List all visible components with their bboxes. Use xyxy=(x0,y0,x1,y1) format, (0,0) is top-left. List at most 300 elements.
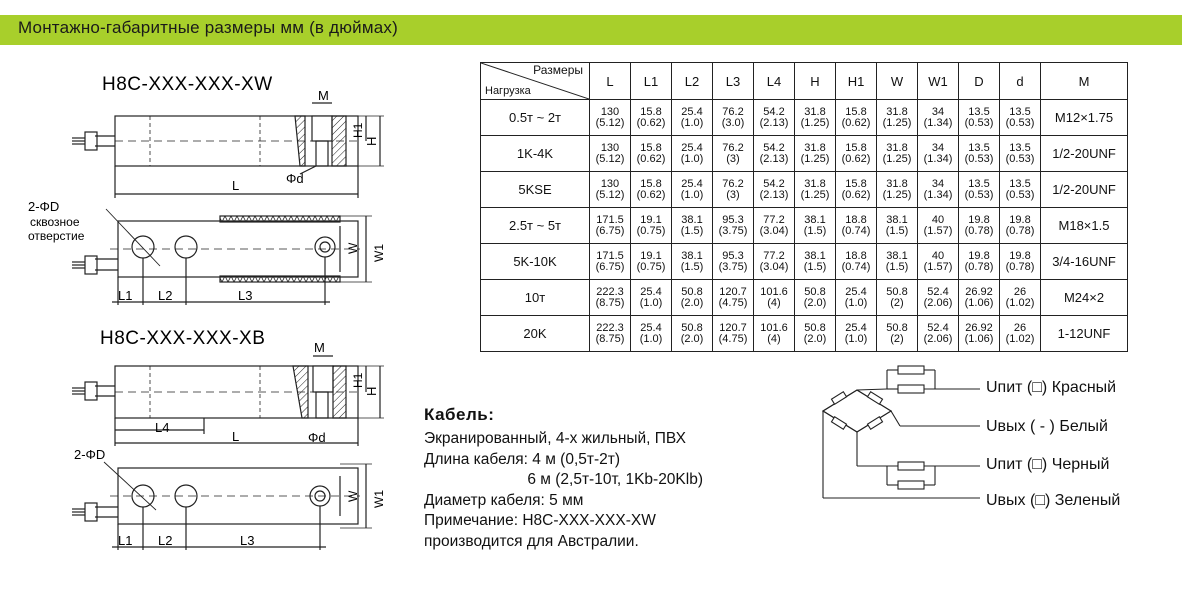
value-mm: 52.4 xyxy=(927,321,949,334)
col-header-h1: H1 xyxy=(836,63,877,100)
col-header-w: W xyxy=(877,63,918,100)
cable-line: производится для Австралии. xyxy=(424,532,639,550)
col-header-w1: W1 xyxy=(918,63,959,100)
value-mm: 95.3 xyxy=(722,213,744,226)
value-mm: 54.2 xyxy=(763,105,785,118)
dimension-cell xyxy=(631,244,672,280)
dimension-cell xyxy=(1000,136,1041,172)
dimension-cell xyxy=(1000,280,1041,316)
xw-l1-label: L1 xyxy=(118,288,133,303)
value-inch: (6.75) xyxy=(595,224,625,237)
value-inch: (0.53) xyxy=(1005,116,1035,129)
cable-heading: Кабель: xyxy=(424,405,495,424)
dimension-cell xyxy=(918,208,959,244)
dimension-cell xyxy=(1000,244,1041,280)
value-inch: (0.78) xyxy=(1005,260,1035,273)
value-inch: (3.75) xyxy=(718,224,748,237)
table-row xyxy=(481,136,1128,172)
value-mm: 50.8 xyxy=(681,285,703,298)
dimensions-table xyxy=(480,62,1128,352)
thread-cell: 3/4-16UNF xyxy=(1041,244,1128,280)
value-inch: (1.06) xyxy=(964,332,994,345)
value-inch: (2.13) xyxy=(759,188,789,201)
value-inch: (1.34) xyxy=(923,152,953,165)
value-mm: 34 xyxy=(931,177,945,190)
value-inch: (1.57) xyxy=(923,224,953,237)
value-inch: (1.5) xyxy=(885,224,909,237)
xb-h-label: H xyxy=(364,386,379,396)
dimension-cell xyxy=(590,316,631,352)
value-mm: 120.7 xyxy=(719,285,747,298)
value-inch: (0.62) xyxy=(636,116,666,129)
value-mm: 54.2 xyxy=(763,177,785,190)
xw-through-1: сквозное xyxy=(30,215,80,229)
value-mm: 50.8 xyxy=(886,285,908,298)
value-inch: (2) xyxy=(890,332,904,345)
value-inch: (1.0) xyxy=(680,116,704,129)
dimension-cell xyxy=(836,172,877,208)
col-header-l1: L1 xyxy=(631,63,672,100)
load-cell: 10т xyxy=(481,280,590,316)
cable-info xyxy=(424,405,703,552)
dimension-cell xyxy=(672,316,713,352)
load-cell: 20K xyxy=(481,316,590,352)
value-mm: 15.8 xyxy=(640,177,662,190)
value-mm: 76.2 xyxy=(722,105,744,118)
dimension-cell xyxy=(795,208,836,244)
table-row xyxy=(481,172,1128,208)
value-mm: 171.5 xyxy=(596,249,624,262)
value-inch: (0.62) xyxy=(636,188,666,201)
xw-w-label: W xyxy=(346,242,360,254)
value-inch: (2.13) xyxy=(759,152,789,165)
value-inch: (8.75) xyxy=(595,332,625,345)
value-inch: (3) xyxy=(726,188,740,201)
value-inch: (1.5) xyxy=(680,260,704,273)
value-inch: (5.12) xyxy=(595,152,625,165)
value-inch: (1.34) xyxy=(923,188,953,201)
value-mm: 26.92 xyxy=(965,321,993,334)
dimension-cell xyxy=(672,136,713,172)
value-mm: 40 xyxy=(931,213,945,226)
value-inch: (1.0) xyxy=(844,332,868,345)
value-inch: (1.34) xyxy=(923,116,953,129)
dimension-cell xyxy=(713,208,754,244)
dimension-cell xyxy=(631,172,672,208)
value-inch: (2.0) xyxy=(680,296,704,309)
value-inch: (1.5) xyxy=(680,224,704,237)
value-mm: 31.8 xyxy=(886,141,908,154)
value-inch: (4) xyxy=(767,296,781,309)
dimension-cell xyxy=(590,172,631,208)
cable-line: Диаметр кабеля: 5 мм xyxy=(424,491,584,509)
xw-l2-label: L2 xyxy=(158,288,173,303)
value-mm: 13.5 xyxy=(968,105,990,118)
value-mm: 13.5 xyxy=(1009,141,1031,154)
value-mm: 15.8 xyxy=(845,141,867,154)
value-mm: 77.2 xyxy=(763,249,785,262)
col-header-l: L xyxy=(590,63,631,100)
value-inch: (0.75) xyxy=(636,224,666,237)
table-corner-cell xyxy=(481,63,590,100)
dimension-cell xyxy=(590,136,631,172)
value-inch: (0.62) xyxy=(636,152,666,165)
value-inch: (1.5) xyxy=(803,260,827,273)
value-mm: 19.8 xyxy=(1009,213,1031,226)
value-mm: 38.1 xyxy=(681,249,703,262)
col-header-l3: L3 xyxy=(713,63,754,100)
value-inch: (3.0) xyxy=(721,116,745,129)
load-cell: 0.5т ~ 2т xyxy=(481,100,590,136)
value-mm: 38.1 xyxy=(886,213,908,226)
value-inch: (1.5) xyxy=(803,224,827,237)
value-inch: (2.13) xyxy=(759,116,789,129)
xb-m-label: M xyxy=(314,340,325,355)
col-header-l2: L2 xyxy=(672,63,713,100)
value-mm: 50.8 xyxy=(804,321,826,334)
xw-side-view xyxy=(72,103,384,198)
xb-l4-label: L4 xyxy=(155,420,170,435)
dimension-cell xyxy=(836,136,877,172)
value-mm: 38.1 xyxy=(681,213,703,226)
value-inch: (5.12) xyxy=(595,188,625,201)
value-inch: (4) xyxy=(767,332,781,345)
value-mm: 13.5 xyxy=(1009,177,1031,190)
value-inch: (6.75) xyxy=(595,260,625,273)
dimension-cell xyxy=(754,208,795,244)
value-mm: 26 xyxy=(1013,285,1027,298)
value-inch: (4.75) xyxy=(718,332,748,345)
value-inch: (0.53) xyxy=(964,116,994,129)
dimension-cell xyxy=(877,280,918,316)
dimension-cell xyxy=(795,172,836,208)
value-mm: 19.8 xyxy=(968,213,990,226)
wire-label-excitation-plus: Uпит (□) Красный xyxy=(986,379,1117,396)
dimension-cell xyxy=(672,280,713,316)
cable-line: Примечание: H8C-XXX-XXX-XW xyxy=(424,512,656,529)
value-mm: 130 xyxy=(600,177,620,190)
value-mm: 26.92 xyxy=(965,285,993,298)
value-mm: 31.8 xyxy=(804,141,826,154)
dimension-cell xyxy=(836,244,877,280)
value-inch: (0.78) xyxy=(1005,224,1035,237)
dimension-cell xyxy=(1000,208,1041,244)
table-row xyxy=(481,244,1128,280)
value-inch: (1.02) xyxy=(1005,296,1035,309)
value-inch: (1.02) xyxy=(1005,332,1035,345)
value-mm: 120.7 xyxy=(719,321,747,334)
value-mm: 171.5 xyxy=(596,213,624,226)
value-inch: (0.53) xyxy=(1005,152,1035,165)
value-mm: 19.8 xyxy=(1009,249,1031,262)
dimension-cell xyxy=(590,100,631,136)
xw-w1-label: W1 xyxy=(372,244,386,262)
dimension-cell xyxy=(672,244,713,280)
dimension-cell xyxy=(877,136,918,172)
xw-h1-label: H1 xyxy=(351,122,365,138)
value-mm: 130 xyxy=(600,105,620,118)
dimension-cell xyxy=(877,244,918,280)
xw-h-label: H xyxy=(364,136,379,146)
dimension-cell xyxy=(918,244,959,280)
value-inch: (1.0) xyxy=(844,296,868,309)
dimension-cell xyxy=(713,280,754,316)
dimension-cell xyxy=(754,172,795,208)
table-row xyxy=(481,208,1128,244)
thread-cell: 1/2-20UNF xyxy=(1041,136,1128,172)
value-mm: 13.5 xyxy=(968,141,990,154)
value-inch: (2.0) xyxy=(803,332,827,345)
dimension-drawings xyxy=(0,0,470,589)
xb-w-label: W xyxy=(346,490,360,502)
value-inch: (0.74) xyxy=(841,224,871,237)
value-mm: 13.5 xyxy=(968,177,990,190)
col-header-m: M xyxy=(1041,63,1128,100)
cable-line: 6 м (2,5т-10т, 1Kb-20Klb) xyxy=(424,471,703,488)
value-mm: 18.8 xyxy=(845,213,867,226)
value-mm: 101.6 xyxy=(760,285,788,298)
dimension-cell xyxy=(590,208,631,244)
value-mm: 15.8 xyxy=(640,105,662,118)
xb-l3-label: L3 xyxy=(240,533,255,548)
xb-w1-label: W1 xyxy=(372,490,386,508)
dimension-cell xyxy=(836,208,877,244)
dimension-cell xyxy=(918,100,959,136)
value-inch: (1.25) xyxy=(800,188,830,201)
dimension-cell xyxy=(959,208,1000,244)
dimension-cell xyxy=(836,100,877,136)
value-mm: 15.8 xyxy=(845,177,867,190)
value-mm: 25.4 xyxy=(845,285,867,298)
dimension-cell xyxy=(918,136,959,172)
value-mm: 25.4 xyxy=(681,105,703,118)
value-inch: (0.62) xyxy=(841,152,871,165)
thread-cell: 1-12UNF xyxy=(1041,316,1128,352)
value-inch: (0.78) xyxy=(964,224,994,237)
value-inch: (0.62) xyxy=(841,188,871,201)
xb-l-label: L xyxy=(232,429,240,444)
value-inch: (0.62) xyxy=(841,116,871,129)
value-mm: 52.4 xyxy=(927,285,949,298)
thread-cell: M24×2 xyxy=(1041,280,1128,316)
value-inch: (2.06) xyxy=(923,332,953,345)
value-inch: (1.25) xyxy=(800,116,830,129)
value-mm: 222.3 xyxy=(596,285,624,298)
dimension-cell xyxy=(1000,100,1041,136)
wire-label-signal-plus: Uвых (□) Зеленый xyxy=(986,492,1121,509)
value-inch: (1.0) xyxy=(680,188,704,201)
value-inch: (3) xyxy=(726,152,740,165)
dimension-cell xyxy=(713,244,754,280)
thread-cell: 1/2-20UNF xyxy=(1041,172,1128,208)
col-header-d-upper: D xyxy=(959,63,1000,100)
xb-top-view xyxy=(72,462,372,550)
value-inch: (1.25) xyxy=(882,188,912,201)
value-inch: (2.06) xyxy=(923,296,953,309)
wire-label-excitation-minus: Uпит (□) Черный xyxy=(986,456,1110,473)
value-mm: 38.1 xyxy=(804,213,826,226)
value-mm: 25.4 xyxy=(640,285,662,298)
xb-side-view xyxy=(72,356,384,446)
dimension-cell xyxy=(795,316,836,352)
dimension-cell xyxy=(918,316,959,352)
value-inch: (3.04) xyxy=(759,224,789,237)
cable-line: Длина кабеля: 4 м (0,5т-2т) xyxy=(424,450,621,468)
value-inch: (1.5) xyxy=(885,260,909,273)
value-mm: 34 xyxy=(931,105,945,118)
value-inch: (1.0) xyxy=(680,152,704,165)
cable-line: Экранированный, 4-х жильный, ПВХ xyxy=(424,430,686,447)
dimension-cell xyxy=(754,316,795,352)
value-mm: 18.8 xyxy=(845,249,867,262)
dimension-cell xyxy=(631,208,672,244)
model-xb-title: H8C-XXX-XXX-XB xyxy=(100,328,266,349)
dimension-cell xyxy=(713,316,754,352)
value-inch: (0.53) xyxy=(1005,188,1035,201)
dimension-cell xyxy=(836,316,877,352)
dimension-cell xyxy=(713,100,754,136)
value-mm: 101.6 xyxy=(760,321,788,334)
xw-top-view xyxy=(72,209,372,305)
table-header-row xyxy=(481,63,1128,100)
value-mm: 31.8 xyxy=(804,105,826,118)
dimension-cell xyxy=(877,208,918,244)
value-mm: 50.8 xyxy=(681,321,703,334)
dimension-cell xyxy=(959,172,1000,208)
xb-2phid-label: 2-ΦD xyxy=(74,447,106,462)
value-inch: (4.75) xyxy=(718,296,748,309)
value-mm: 76.2 xyxy=(722,141,744,154)
value-inch: (3.75) xyxy=(718,260,748,273)
value-mm: 31.8 xyxy=(886,105,908,118)
dimension-cell xyxy=(713,136,754,172)
value-mm: 15.8 xyxy=(640,141,662,154)
xw-phid-label: Φd xyxy=(286,171,304,186)
dimension-cell xyxy=(959,136,1000,172)
value-mm: 31.8 xyxy=(804,177,826,190)
xb-l2-label: L2 xyxy=(158,533,173,548)
value-mm: 26 xyxy=(1013,321,1027,334)
value-inch: (1.25) xyxy=(882,116,912,129)
dimension-cell xyxy=(877,316,918,352)
value-mm: 40 xyxy=(931,249,945,262)
load-cell: 5K-10K xyxy=(481,244,590,280)
dimension-cell xyxy=(672,208,713,244)
load-cell: 2.5т ~ 5т xyxy=(481,208,590,244)
value-mm: 130 xyxy=(600,141,620,154)
table-row xyxy=(481,100,1128,136)
xw-l-label: L xyxy=(232,178,240,193)
value-mm: 50.8 xyxy=(804,285,826,298)
dimension-cell xyxy=(631,316,672,352)
load-cell: 5KSE xyxy=(481,172,590,208)
xb-h1-label: H1 xyxy=(351,372,365,388)
wire-label-signal-minus: Uвых ( - ) Белый xyxy=(986,418,1108,435)
value-mm: 54.2 xyxy=(763,141,785,154)
value-mm: 15.8 xyxy=(845,105,867,118)
xw-through-2: отверстие xyxy=(28,229,85,243)
xb-phid-label: Φd xyxy=(308,430,326,445)
corner-top-label: Размеры xyxy=(533,63,583,77)
value-mm: 222.3 xyxy=(596,321,624,334)
dimension-cell xyxy=(672,100,713,136)
dimension-cell xyxy=(754,280,795,316)
dimension-cell xyxy=(959,280,1000,316)
value-inch: (0.75) xyxy=(636,260,666,273)
value-mm: 95.3 xyxy=(722,249,744,262)
dimension-cell xyxy=(795,136,836,172)
value-mm: 13.5 xyxy=(1009,105,1031,118)
value-inch: (2) xyxy=(890,296,904,309)
dimension-cell xyxy=(590,280,631,316)
value-inch: (1.06) xyxy=(964,296,994,309)
corner-bottom-label: Нагрузка xyxy=(485,85,531,97)
dimension-cell xyxy=(1000,316,1041,352)
value-mm: 25.4 xyxy=(681,177,703,190)
dimension-cell xyxy=(754,244,795,280)
col-header-h: H xyxy=(795,63,836,100)
load-cell: 1K-4K xyxy=(481,136,590,172)
dimension-cell xyxy=(795,244,836,280)
value-mm: 25.4 xyxy=(845,321,867,334)
xw-l3-label: L3 xyxy=(238,288,253,303)
value-inch: (1.25) xyxy=(800,152,830,165)
dimension-cell xyxy=(631,100,672,136)
value-inch: (8.75) xyxy=(595,296,625,309)
value-mm: 77.2 xyxy=(763,213,785,226)
dimension-cell xyxy=(713,172,754,208)
value-inch: (1.0) xyxy=(639,332,663,345)
thread-cell: M18×1.5 xyxy=(1041,208,1128,244)
dimension-cell xyxy=(590,244,631,280)
value-mm: 38.1 xyxy=(886,249,908,262)
value-mm: 25.4 xyxy=(681,141,703,154)
value-inch: (5.12) xyxy=(595,116,625,129)
value-mm: 76.2 xyxy=(722,177,744,190)
value-inch: (1.0) xyxy=(639,296,663,309)
table-row xyxy=(481,316,1128,352)
value-mm: 19.8 xyxy=(968,249,990,262)
value-mm: 25.4 xyxy=(640,321,662,334)
value-inch: (0.74) xyxy=(841,260,871,273)
dimension-cell xyxy=(754,136,795,172)
dimension-cell xyxy=(1000,172,1041,208)
dimension-cell xyxy=(877,100,918,136)
dimension-cell xyxy=(918,172,959,208)
dimension-cell xyxy=(836,280,877,316)
col-header-d-lower: d xyxy=(1000,63,1041,100)
dimension-cell xyxy=(795,100,836,136)
thread-cell: M12×1.75 xyxy=(1041,100,1128,136)
value-inch: (2.0) xyxy=(803,296,827,309)
xw-2phid-label: 2-ΦD xyxy=(28,199,60,214)
value-inch: (2.0) xyxy=(680,332,704,345)
xb-l1-label: L1 xyxy=(118,533,133,548)
value-inch: (1.57) xyxy=(923,260,953,273)
value-inch: (1.25) xyxy=(882,152,912,165)
dimension-cell xyxy=(672,172,713,208)
dimension-cell xyxy=(754,100,795,136)
dimension-cell xyxy=(959,244,1000,280)
dimension-cell xyxy=(959,316,1000,352)
model-xw-title: H8C-XXX-XXX-XW xyxy=(102,74,273,95)
value-mm: 31.8 xyxy=(886,177,908,190)
value-inch: (3.04) xyxy=(759,260,789,273)
dimension-cell xyxy=(631,136,672,172)
value-mm: 19.1 xyxy=(640,249,662,262)
value-inch: (0.78) xyxy=(964,260,994,273)
value-mm: 34 xyxy=(931,141,945,154)
